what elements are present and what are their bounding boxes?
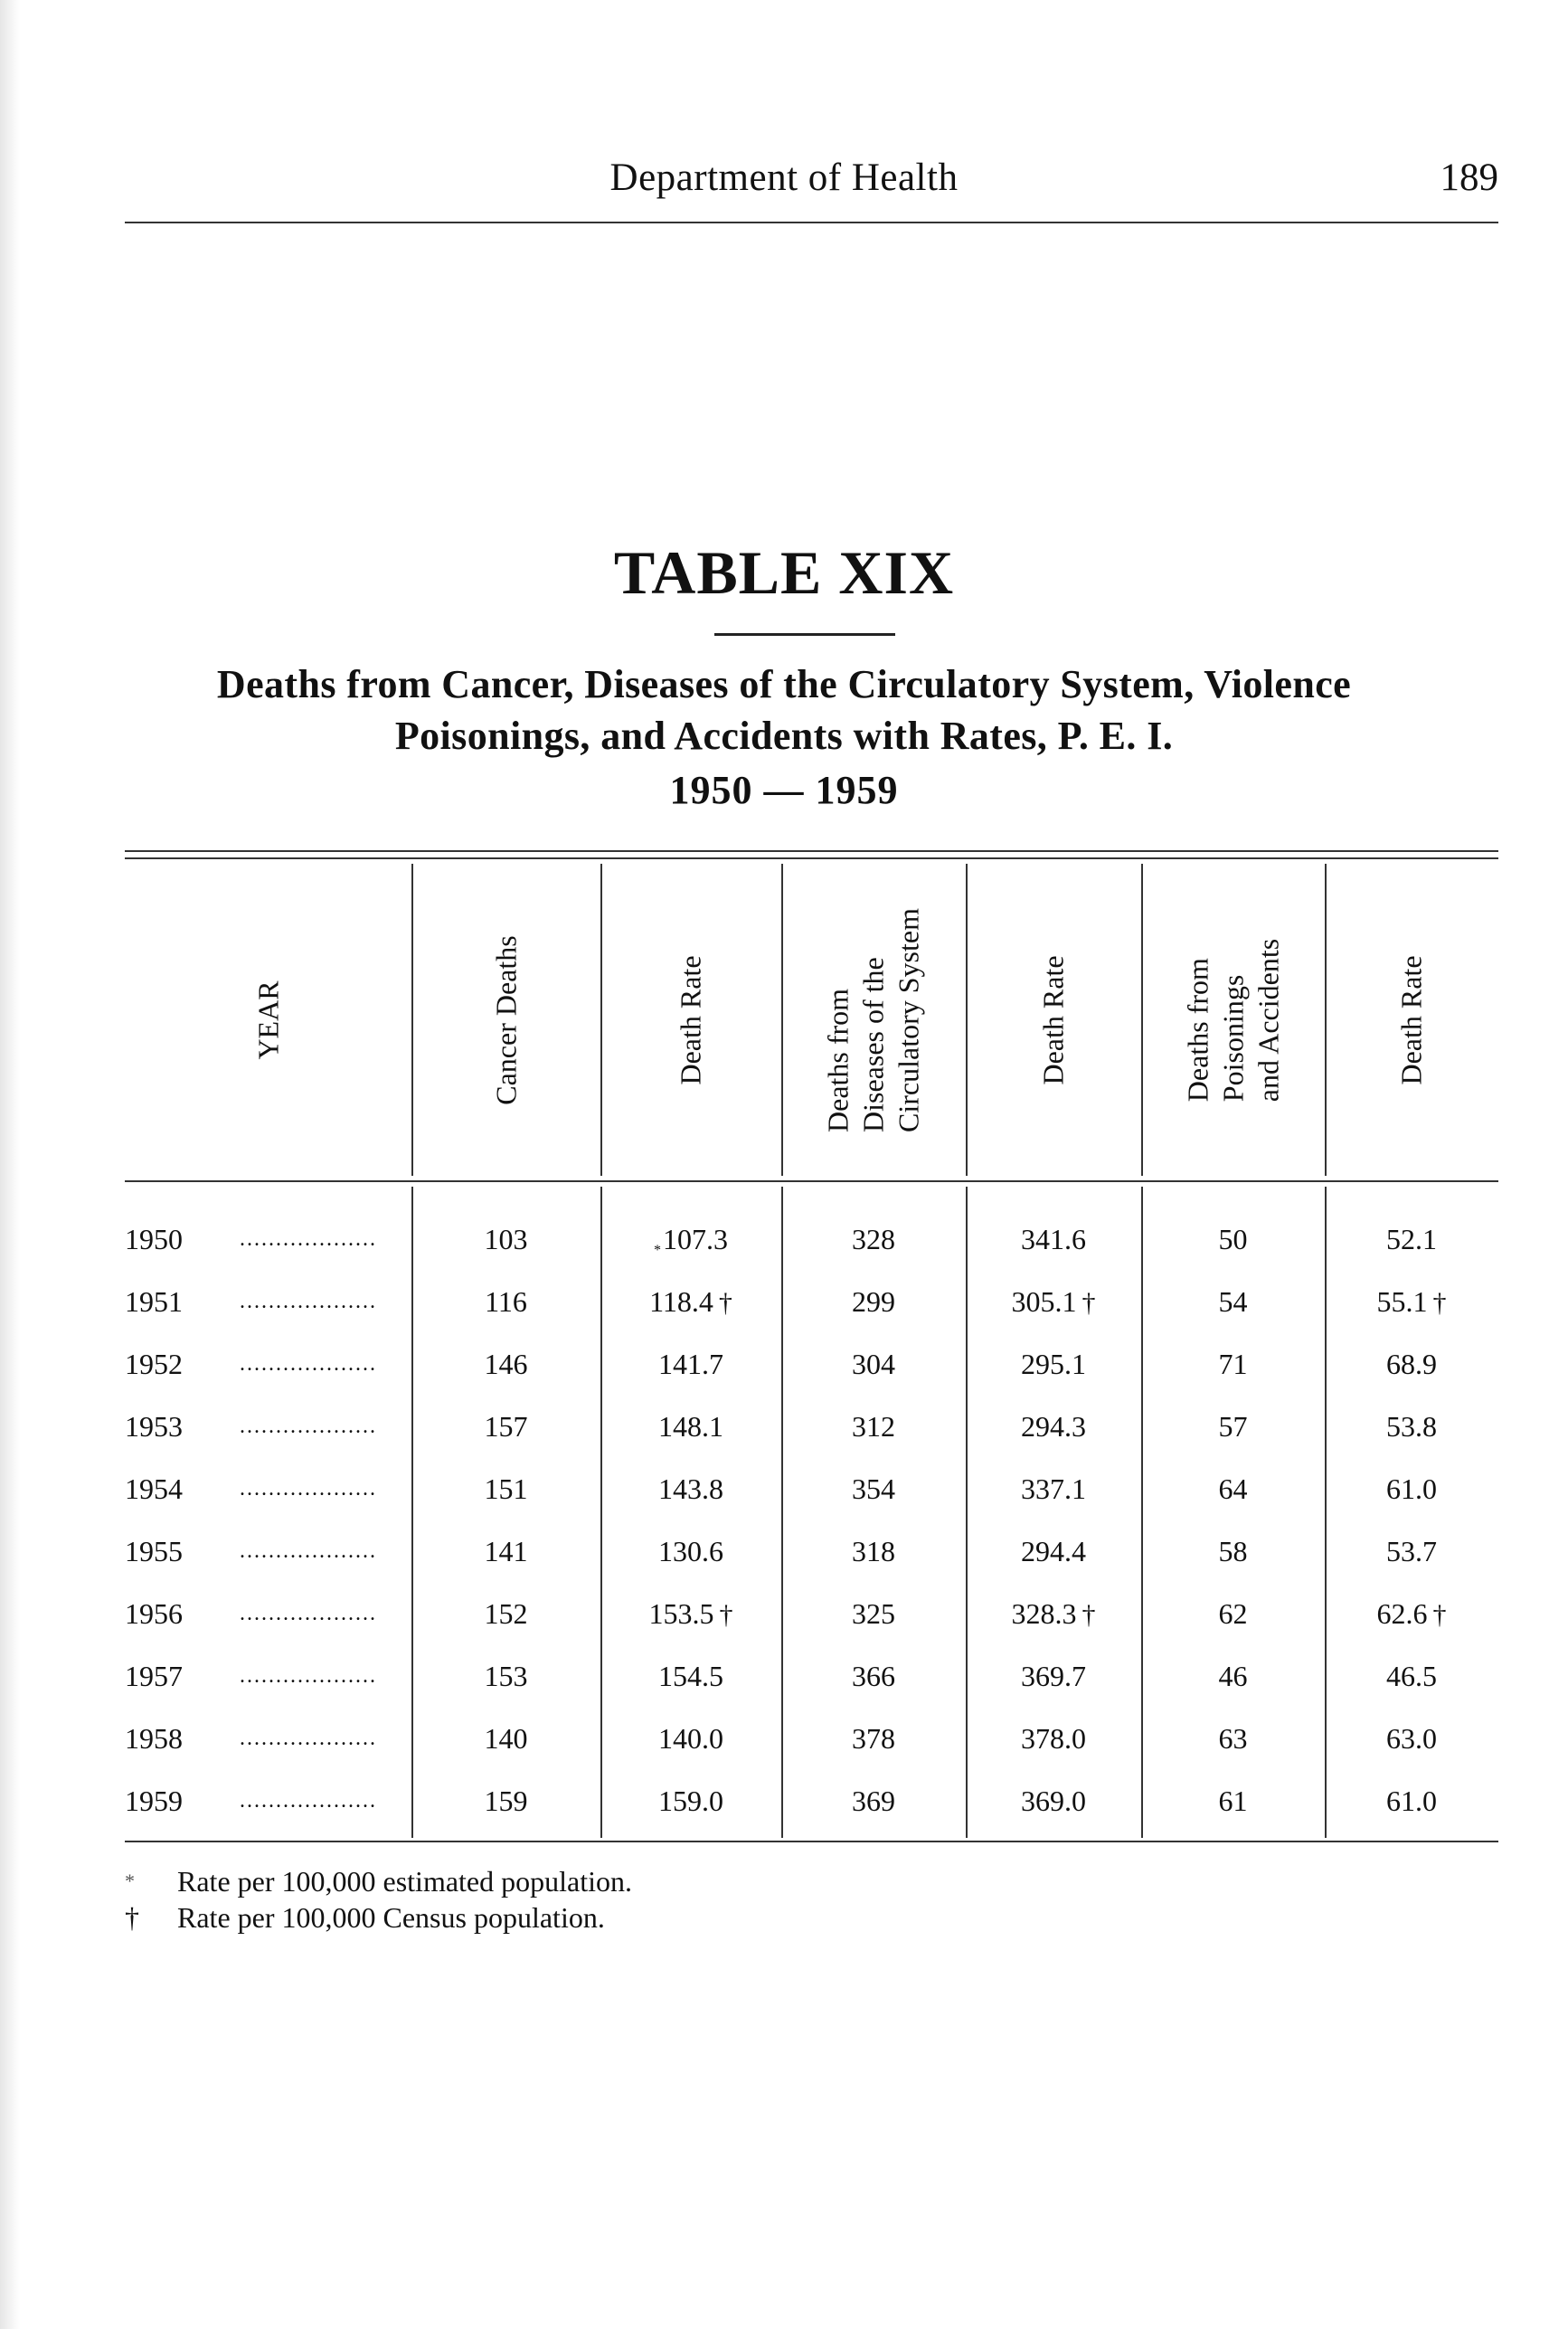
table-cell-cancer: 151 [484, 1472, 528, 1505]
column-header-line: Circulatory System [892, 907, 925, 1132]
header-bottom-rule [125, 1180, 1498, 1182]
census-marker: † [718, 1288, 732, 1318]
census-marker: † [719, 1600, 733, 1630]
header-rule [125, 222, 1498, 223]
column-header-text [488, 935, 524, 1104]
leader-dots: ................... [240, 1415, 377, 1438]
row-year: 1951 [125, 1285, 183, 1318]
subtitle-line-1: Deaths from Cancer, Diseases of the Circulatory System, Violence [216, 662, 1352, 706]
row-year: 1955 [125, 1535, 183, 1567]
table-cell-circ-rate [966, 1208, 1141, 1270]
table-row [0, 1396, 1568, 1457]
table-cell-circ-rate [966, 1708, 1141, 1769]
census-marker: † [1082, 1600, 1096, 1630]
cell-value: 295.1 [1021, 1348, 1086, 1380]
cell-value: 53.7 [1386, 1535, 1437, 1567]
leader-dots: ................... [240, 1789, 377, 1813]
table-cell-pois: 64 [1218, 1472, 1248, 1505]
cell-value: 337.1 [1021, 1472, 1086, 1505]
cell-value: 107.3 [663, 1223, 728, 1255]
table-row [0, 1645, 1568, 1707]
table-cell-pois: 71 [1218, 1348, 1248, 1380]
row-year: 1956 [125, 1597, 183, 1630]
table-cell-cancer-rate [600, 1208, 781, 1270]
column-header-line: Deaths from [821, 988, 855, 1132]
column-header [1141, 868, 1325, 1171]
table-cell-circ-rate [966, 1583, 1141, 1644]
table-cell-circ: 299 [852, 1285, 895, 1318]
column-header-text [250, 980, 286, 1059]
table-cell-circ-rate [966, 1770, 1141, 1832]
column-header-line: Death Rate [674, 954, 707, 1085]
cell-value: 52.1 [1386, 1223, 1437, 1255]
column-header-line: Poisonings [1216, 974, 1249, 1102]
table-cell-cancer: 152 [484, 1597, 528, 1630]
table-cell-circ-rate [966, 1271, 1141, 1332]
table-row [0, 1271, 1568, 1332]
table-row [0, 1333, 1568, 1395]
column-header [781, 868, 966, 1171]
census-marker: † [1082, 1288, 1096, 1318]
cell-value: 154.5 [658, 1660, 723, 1692]
table-cell-cancer-rate [600, 1770, 781, 1832]
column-header [1325, 868, 1498, 1171]
table-cell-cancer: 103 [484, 1223, 528, 1255]
table-top-rule-2 [125, 857, 1498, 859]
footnotes [125, 1863, 632, 1936]
footnote-1 [125, 1863, 632, 1899]
table-cell-pois-rate [1325, 1458, 1498, 1520]
table-cell-pois: 63 [1218, 1722, 1248, 1755]
running-header: Department of Health [609, 156, 959, 199]
leader-dots: ................... [240, 1602, 377, 1625]
column-header-line: Diseases of the [856, 956, 890, 1132]
table-cell-cancer: 157 [484, 1410, 528, 1443]
table-row [0, 1458, 1568, 1520]
cell-value: 153.5 [648, 1597, 714, 1630]
table-cell-circ: 318 [852, 1535, 895, 1567]
page-edge-shadow [0, 0, 20, 2329]
table-title: TABLE XIX [613, 538, 955, 607]
column-header-text [674, 955, 709, 1084]
table-cell-cancer: 159 [484, 1785, 528, 1817]
leader-dots: ................... [240, 1727, 377, 1750]
table-cell-cancer-rate [600, 1271, 781, 1332]
table-cell-pois-rate [1325, 1520, 1498, 1582]
table-cell-circ: 304 [852, 1348, 895, 1380]
table-subtitle [90, 658, 1478, 762]
table-row [0, 1770, 1568, 1832]
cell-value: 55.1 [1376, 1285, 1428, 1318]
table-cell-pois-rate [1325, 1208, 1498, 1270]
leader-dots: ................... [240, 1539, 377, 1563]
table-cell-pois-rate [1325, 1583, 1498, 1644]
table-cell-pois-rate [1325, 1645, 1498, 1707]
cell-value: 294.4 [1021, 1535, 1086, 1567]
cell-value: 305.1 [1011, 1285, 1077, 1318]
table-cell-cancer-rate [600, 1520, 781, 1582]
table-row [0, 1708, 1568, 1769]
cell-value: 61.0 [1386, 1785, 1437, 1817]
title-rule [714, 633, 895, 636]
table-cell-cancer-rate [600, 1583, 781, 1644]
cell-value: 143.8 [658, 1472, 723, 1505]
column-header-line: Cancer Deaths [489, 934, 522, 1105]
cell-value: 159.0 [658, 1785, 723, 1817]
leader-dots: ................... [240, 1352, 377, 1376]
column-header [125, 868, 411, 1171]
table-cell-pois: 50 [1218, 1223, 1248, 1255]
table-cell-cancer: 116 [485, 1285, 527, 1318]
footnote-2 [125, 1899, 632, 1936]
census-marker: † [1432, 1600, 1447, 1630]
table-cell-pois-rate [1325, 1770, 1498, 1832]
table-cell-circ: 378 [852, 1722, 895, 1755]
column-header [411, 868, 600, 1171]
table-cell-circ: 366 [852, 1660, 895, 1692]
footnote-mark: † [125, 1901, 139, 1934]
table-cell-circ-rate [966, 1333, 1141, 1395]
column-header-text [1180, 938, 1286, 1101]
table-row [0, 1208, 1568, 1270]
table-bottom-rule [125, 1841, 1498, 1842]
column-header-line: Deaths from [1181, 957, 1214, 1102]
column-header-line: Death Rate [1036, 954, 1070, 1085]
cell-value: 68.9 [1386, 1348, 1437, 1380]
cell-value: 63.0 [1386, 1722, 1437, 1755]
row-year: 1950 [125, 1223, 183, 1255]
table-cell-pois-rate [1325, 1271, 1498, 1332]
table-cell-cancer-rate [600, 1396, 781, 1457]
leader-dots: ................... [240, 1227, 377, 1251]
table-cell-pois: 61 [1218, 1785, 1248, 1817]
table-row [0, 1520, 1568, 1582]
table-cell-pois-rate [1325, 1396, 1498, 1457]
cell-value: 118.4 [649, 1285, 713, 1318]
footnote-mark: * [125, 1870, 135, 1892]
table-cell-pois-rate [1325, 1708, 1498, 1769]
cell-value: 53.8 [1386, 1410, 1437, 1443]
table-row [0, 1583, 1568, 1644]
leader-dots: ................... [240, 1477, 377, 1501]
column-header-line: YEAR [251, 980, 284, 1060]
cell-value: 294.3 [1021, 1410, 1086, 1443]
footnote-text: Rate per 100,000 Census population. [177, 1901, 605, 1934]
column-header-text [821, 908, 927, 1132]
cell-value: 369.7 [1021, 1660, 1086, 1692]
cell-value: 61.0 [1386, 1472, 1437, 1505]
table-cell-pois: 46 [1218, 1660, 1248, 1692]
table-cell-circ-rate [966, 1520, 1141, 1582]
page-number: 189 [1440, 156, 1498, 199]
table-cell-cancer-rate [600, 1645, 781, 1707]
row-year: 1958 [125, 1722, 183, 1755]
table-cell-cancer: 146 [484, 1348, 528, 1380]
table-cell-cancer-rate [600, 1458, 781, 1520]
row-year: 1954 [125, 1472, 183, 1505]
table-cell-circ: 325 [852, 1597, 895, 1630]
table-cell-circ: 312 [852, 1410, 895, 1443]
rate-marker: * [654, 1243, 661, 1258]
table-cell-cancer: 140 [484, 1722, 528, 1755]
cell-value: 378.0 [1021, 1722, 1086, 1755]
table-cell-circ: 328 [852, 1223, 895, 1255]
census-marker: † [1432, 1288, 1447, 1318]
table-cell-pois-rate [1325, 1333, 1498, 1395]
row-year: 1957 [125, 1660, 183, 1692]
row-year: 1952 [125, 1348, 183, 1380]
table-cell-pois: 62 [1218, 1597, 1248, 1630]
table-cell-pois: 54 [1218, 1285, 1248, 1318]
cell-value: 341.6 [1021, 1223, 1086, 1255]
table-top-rule [125, 850, 1498, 852]
table-cell-circ-rate [966, 1458, 1141, 1520]
table-cell-circ: 369 [852, 1785, 895, 1817]
table-cell-cancer-rate [600, 1708, 781, 1769]
table-cell-cancer: 141 [484, 1535, 528, 1567]
column-header-line: Death Rate [1394, 954, 1428, 1085]
column-header [600, 868, 781, 1171]
table-cell-circ: 354 [852, 1472, 895, 1505]
cell-value: 46.5 [1386, 1660, 1437, 1692]
leader-dots: ................... [240, 1664, 377, 1688]
cell-value: 148.1 [658, 1410, 723, 1443]
cell-value: 141.7 [658, 1348, 723, 1380]
cell-value: 130.6 [658, 1535, 723, 1567]
table-cell-cancer-rate [600, 1333, 781, 1395]
cell-value: 140.0 [658, 1722, 723, 1755]
footnote-text: Rate per 100,000 estimated population. [177, 1865, 632, 1898]
cell-value: 369.0 [1021, 1785, 1086, 1817]
cell-value: 62.6 [1376, 1597, 1428, 1630]
subtitle-line-2: Poisonings, and Accidents with Rates, P. E. I. [394, 714, 1174, 758]
table-year-range: 1950 — 1959 [669, 768, 899, 812]
column-header [966, 868, 1141, 1171]
leader-dots: ................... [240, 1290, 377, 1313]
table-cell-cancer: 153 [484, 1660, 528, 1692]
table-cell-pois: 57 [1218, 1410, 1248, 1443]
table-cell-circ-rate [966, 1645, 1141, 1707]
table-cell-pois: 58 [1218, 1535, 1248, 1567]
cell-value: 328.3 [1011, 1597, 1077, 1630]
column-header-text [1394, 955, 1430, 1084]
row-year: 1959 [125, 1785, 183, 1817]
column-header-text [1036, 955, 1072, 1084]
table-cell-circ-rate [966, 1396, 1141, 1457]
column-header-line: and Accidents [1252, 938, 1284, 1102]
row-year: 1953 [125, 1410, 183, 1443]
